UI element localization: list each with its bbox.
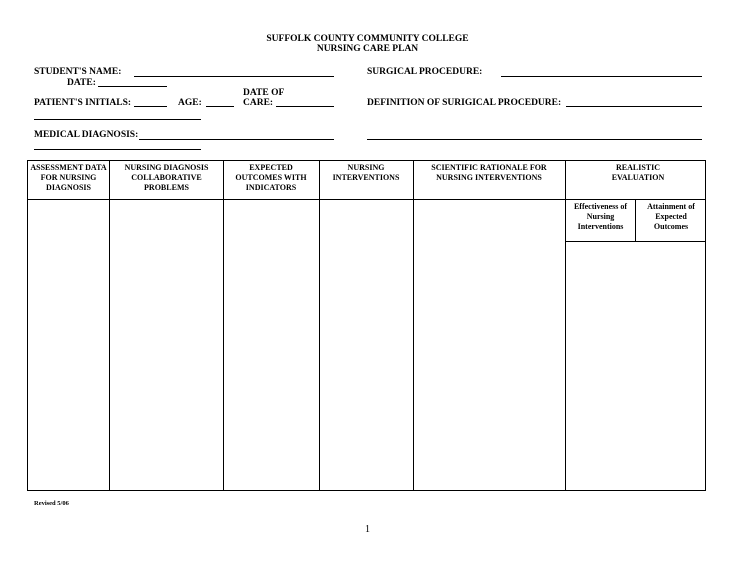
date-of-care-label-line2: CARE: <box>243 98 274 108</box>
definition-continuation-line[interactable] <box>367 139 702 140</box>
student-name-field[interactable] <box>134 76 334 77</box>
subheader-attainment: Attainment of Expected Outcomes <box>647 202 695 231</box>
form-title: NURSING CARE PLAN <box>316 44 419 54</box>
medical-diagnosis-label: MEDICAL DIAGNOSIS: <box>34 130 139 140</box>
patient-initials-label: PATIENT'S INITIALS: <box>34 98 132 108</box>
header-assessment: ASSESSMENT DATA FOR NURSING DIAGNOSIS <box>30 163 107 192</box>
date-of-care-field[interactable] <box>276 106 334 107</box>
nursing-diagnosis-cell[interactable] <box>110 200 223 490</box>
header-scientific-rationale: SCIENTIFIC RATIONALE FOR NURSING INTERVENTIONS <box>431 163 547 182</box>
page-number: 1 <box>365 524 370 535</box>
surgical-procedure-field[interactable] <box>501 76 702 77</box>
header-realistic-evaluation: REALISTIC EVALUATION <box>611 163 665 182</box>
evaluation-header-rule <box>565 199 705 200</box>
header-expected-outcomes: EXPECTED OUTCOMES WITH INDICATORS <box>235 163 307 192</box>
date-label: DATE: <box>67 78 96 88</box>
date-of-care-label-line1: DATE OF <box>243 88 285 98</box>
date-field[interactable] <box>98 86 167 87</box>
medical-diagnosis-field[interactable] <box>139 139 334 140</box>
subheader-effectiveness: Effectiveness of Nursing Interventions <box>573 202 628 231</box>
medical-diagnosis-continuation-line[interactable] <box>34 149 201 150</box>
patient-initials-continuation-line[interactable] <box>34 119 201 120</box>
header-nursing-diagnosis: NURSING DIAGNOSIS COLLABORATIVE PROBLEMS <box>124 163 209 192</box>
evaluation-subcolumn-divider <box>635 199 636 241</box>
care-plan-table <box>27 160 706 491</box>
evaluation-cell[interactable] <box>566 242 705 490</box>
expected-outcomes-cell[interactable] <box>224 200 319 490</box>
revised-note: Revised 5/06 <box>34 500 69 507</box>
scientific-rationale-cell[interactable] <box>414 200 565 490</box>
surgical-procedure-label: SURGICAL PROCEDURE: <box>367 67 483 77</box>
definition-label: DEFINITION OF SURIGICAL PROCEDURE: <box>367 98 562 108</box>
nursing-interventions-cell[interactable] <box>320 200 413 490</box>
assessment-cell[interactable] <box>29 200 109 490</box>
definition-field[interactable] <box>566 106 702 107</box>
college-name: SUFFOLK COUNTY COMMUNITY COLLEGE <box>266 34 469 44</box>
student-name-label: STUDENT'S NAME: <box>34 67 122 77</box>
age-label: AGE: <box>178 98 202 108</box>
age-field[interactable] <box>206 106 234 107</box>
header-nursing-interventions: NURSING INTERVENTIONS <box>332 163 400 182</box>
patient-initials-field[interactable] <box>134 106 167 107</box>
